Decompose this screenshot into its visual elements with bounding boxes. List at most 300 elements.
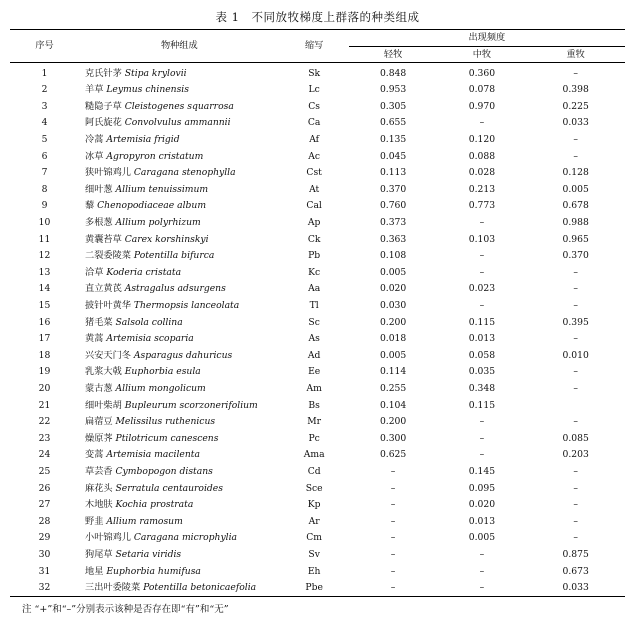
cell-medium: 0.013 xyxy=(468,515,496,527)
cell-medium: 0.088 xyxy=(468,150,496,162)
cell-medium: – xyxy=(479,449,485,461)
table-footnote: 注 “+”和“–”分别表示该种是否存在即“有”和“无” xyxy=(22,604,229,615)
header-frequency-group: 出现频度 xyxy=(349,30,625,47)
species-chinese-name: 黄囊苔草 xyxy=(85,233,122,245)
cell-abbr: As xyxy=(308,333,320,345)
species-latin-name: Allium tenuissimum xyxy=(115,183,209,195)
cell-species xyxy=(79,131,280,148)
species-latin-name: Thermopsis lanceolata xyxy=(133,300,240,311)
species-chinese-name: 冰草 xyxy=(85,150,104,162)
cell-abbr: Ac xyxy=(308,150,321,162)
cell-abbr: Kp xyxy=(307,499,321,511)
table-row xyxy=(10,579,625,596)
species-latin-name: Asparagus dahuricus xyxy=(133,349,233,361)
cell-light: 0.030 xyxy=(379,300,407,311)
cell-species xyxy=(79,413,280,430)
table-row xyxy=(10,82,625,99)
cell-medium: 0.115 xyxy=(468,399,496,411)
cell-heavy: – xyxy=(573,499,578,511)
cell-no: 8 xyxy=(41,183,48,195)
cell-heavy: 0.370 xyxy=(562,250,589,262)
cell-light: 0.018 xyxy=(379,333,407,345)
species-latin-name: Stipa krylovii xyxy=(124,67,187,79)
cell-species xyxy=(79,98,280,115)
cell-no: 4 xyxy=(41,117,48,129)
cell-abbr: Cal xyxy=(306,200,322,212)
cell-light: 0.005 xyxy=(379,349,407,361)
cell-no: 18 xyxy=(38,349,51,361)
table-row xyxy=(10,98,625,115)
cell-heavy xyxy=(526,397,625,414)
species-latin-name: Allium mongolicum xyxy=(115,382,206,394)
cell-light: 0.953 xyxy=(379,84,407,96)
cell-no: 32 xyxy=(38,582,51,594)
species-chinese-name: 燥原荠 xyxy=(85,432,113,444)
cell-heavy: 0.128 xyxy=(562,167,589,179)
cell-heavy: – xyxy=(573,366,578,378)
table-row xyxy=(10,397,625,414)
cell-light: – xyxy=(390,515,396,527)
cell-light: – xyxy=(390,499,396,511)
table-row xyxy=(10,63,625,82)
cell-abbr: Ama xyxy=(303,449,325,461)
species-chinese-name: 二裂委陵菜 xyxy=(85,250,131,262)
cell-abbr: Cm xyxy=(306,532,323,544)
cell-no: 6 xyxy=(41,150,48,162)
cell-species xyxy=(79,397,280,414)
table-row xyxy=(10,546,625,563)
cell-heavy: – xyxy=(573,283,578,295)
cell-abbr: Cst xyxy=(306,167,322,179)
species-chinese-name: 多根葱 xyxy=(85,217,113,229)
species-chinese-name: 木地肤 xyxy=(85,499,113,511)
cell-no: 30 xyxy=(38,548,51,560)
cell-light: 0.200 xyxy=(379,316,407,328)
cell-species xyxy=(79,198,280,215)
cell-medium: – xyxy=(479,416,485,428)
cell-no: 2 xyxy=(41,84,48,96)
species-latin-name: Caragana microphylia xyxy=(133,532,238,544)
species-chinese-name: 狭叶锦鸡儿 xyxy=(85,167,131,179)
cell-no: 1 xyxy=(41,67,48,79)
cell-light: 0.305 xyxy=(379,100,407,112)
cell-abbr: Pc xyxy=(308,432,320,444)
cell-medium: 0.020 xyxy=(468,499,496,511)
cell-heavy: 0.005 xyxy=(562,183,589,195)
cell-medium: – xyxy=(479,117,485,129)
species-latin-name: Artemisia macilenta xyxy=(106,449,200,461)
cell-heavy: – xyxy=(573,532,578,544)
species-latin-name: Ptilotricum canescens xyxy=(115,432,219,444)
cell-heavy: 0.010 xyxy=(562,349,589,361)
cell-medium: 0.120 xyxy=(468,134,496,146)
table-row xyxy=(10,131,625,148)
cell-species xyxy=(79,380,280,397)
cell-medium: – xyxy=(479,582,485,594)
header-no: 序号 xyxy=(10,30,79,63)
cell-heavy: 0.033 xyxy=(562,582,589,594)
cell-species xyxy=(79,148,280,165)
species-chinese-name: 阿氏旋花 xyxy=(85,117,122,129)
table-row xyxy=(10,297,625,314)
cell-light: 0.200 xyxy=(379,416,407,428)
table-number: 表 1 xyxy=(215,10,240,24)
header-abbr: 缩写 xyxy=(280,30,349,63)
cell-species xyxy=(79,513,280,530)
cell-abbr: Bs xyxy=(308,399,320,411)
header-species: 物种组成 xyxy=(79,30,280,63)
table-row xyxy=(10,530,625,547)
cell-no: 9 xyxy=(41,200,48,212)
table-row xyxy=(10,364,625,381)
species-latin-name: Chenopodiaceae album xyxy=(97,200,207,212)
cell-no: 5 xyxy=(41,134,48,146)
cell-light: 0.045 xyxy=(379,150,407,162)
cell-no: 15 xyxy=(38,300,51,311)
cell-abbr: Eh xyxy=(307,565,321,577)
cell-heavy: 0.395 xyxy=(562,316,589,328)
cell-medium: 0.773 xyxy=(468,200,496,212)
cell-no: 29 xyxy=(38,532,51,544)
cell-species xyxy=(79,347,280,364)
cell-heavy: – xyxy=(573,515,578,527)
cell-no: 28 xyxy=(38,515,51,527)
cell-abbr: Ap xyxy=(307,217,321,229)
cell-medium: 0.005 xyxy=(468,532,496,544)
species-chinese-name: 直立黄芪 xyxy=(85,283,122,295)
species-latin-name: Potentilla betonicaefolia xyxy=(143,582,257,594)
table-row xyxy=(10,314,625,331)
cell-no: 27 xyxy=(38,499,51,511)
species-latin-name: Kochia prostrata xyxy=(115,499,194,511)
cell-medium: – xyxy=(479,300,485,311)
species-chinese-name: 蒙古葱 xyxy=(85,382,113,394)
cell-abbr: Ar xyxy=(308,515,320,527)
species-chinese-name: 变蒿 xyxy=(85,449,104,461)
cell-medium: 0.213 xyxy=(468,183,496,195)
cell-heavy: – xyxy=(573,416,578,428)
species-chinese-name: 藜 xyxy=(85,200,95,212)
species-chinese-name: 冷蒿 xyxy=(85,134,104,146)
cell-abbr: Aa xyxy=(308,283,321,295)
cell-medium: 0.095 xyxy=(468,482,496,494)
species-latin-name: Koderia cristata xyxy=(106,266,182,278)
cell-no: 11 xyxy=(38,233,51,245)
cell-heavy: 0.085 xyxy=(562,432,589,444)
cell-no: 7 xyxy=(41,167,48,179)
cell-heavy: 0.965 xyxy=(562,233,589,245)
cell-light: 0.300 xyxy=(379,432,407,444)
cell-species xyxy=(79,447,280,464)
cell-abbr: Lc xyxy=(308,84,320,96)
cell-medium: – xyxy=(479,548,485,560)
cell-light: 0.255 xyxy=(379,382,407,394)
cell-light: 0.848 xyxy=(379,67,407,79)
cell-abbr: Sk xyxy=(308,67,321,79)
table-row xyxy=(10,148,625,165)
cell-species xyxy=(79,281,280,298)
cell-abbr: Sv xyxy=(308,548,320,560)
cell-light: 0.005 xyxy=(379,266,407,278)
cell-no: 17 xyxy=(38,333,51,345)
cell-species xyxy=(79,530,280,547)
cell-abbr: Sc xyxy=(308,316,320,328)
cell-species xyxy=(79,63,280,82)
cell-species xyxy=(79,496,280,513)
table-row xyxy=(10,248,625,265)
cell-heavy: 0.225 xyxy=(562,100,589,112)
cell-abbr: Sce xyxy=(305,482,323,494)
table-row xyxy=(10,181,625,198)
species-chinese-name: 三出叶委陵菜 xyxy=(85,582,141,594)
table-row xyxy=(10,380,625,397)
cell-no: 13 xyxy=(38,266,51,278)
cell-heavy: – xyxy=(573,67,578,79)
cell-species xyxy=(79,480,280,497)
cell-medium: – xyxy=(479,565,485,577)
header-medium: 中牧 xyxy=(438,47,527,63)
species-latin-name: Salsola collina xyxy=(115,316,183,328)
table-row xyxy=(10,264,625,281)
cell-heavy: 0.033 xyxy=(562,117,589,129)
cell-medium: – xyxy=(479,250,485,262)
table-row xyxy=(10,281,625,298)
cell-no: 25 xyxy=(38,465,51,477)
cell-light: 0.760 xyxy=(379,200,407,212)
cell-species xyxy=(79,248,280,265)
cell-light: 0.135 xyxy=(379,134,407,146)
cell-light: – xyxy=(390,582,396,594)
table-row xyxy=(10,198,625,215)
cell-heavy: – xyxy=(573,266,578,278)
species-chinese-name: 麻花头 xyxy=(85,482,113,494)
species-latin-name: Allium polyrhizum xyxy=(115,217,201,229)
species-latin-name: Astragalus adsurgens xyxy=(124,283,226,295)
cell-species xyxy=(79,331,280,348)
species-latin-name: Leymus chinensis xyxy=(106,84,189,96)
cell-no: 10 xyxy=(38,217,51,229)
species-chinese-name: 兴安天门冬 xyxy=(85,349,131,361)
cell-light: 0.373 xyxy=(379,217,407,229)
cell-species xyxy=(79,463,280,480)
cell-light: – xyxy=(390,465,396,477)
cell-medium: – xyxy=(479,266,485,278)
species-chinese-name: 糙隐子草 xyxy=(85,100,122,112)
cell-abbr: Ad xyxy=(307,349,321,361)
cell-heavy: – xyxy=(573,150,578,162)
cell-species xyxy=(79,364,280,381)
cell-heavy: – xyxy=(573,465,578,477)
cell-abbr: Cs xyxy=(308,100,321,112)
cell-species xyxy=(79,181,280,198)
species-latin-name: Euphorbia esula xyxy=(124,366,201,378)
species-composition-table xyxy=(10,29,625,597)
cell-medium: 0.058 xyxy=(468,349,496,361)
table-row xyxy=(10,447,625,464)
cell-light: 0.625 xyxy=(379,449,407,461)
species-latin-name: Euphorbia humifusa xyxy=(106,565,201,577)
species-latin-name: Convolvulus ammannii xyxy=(124,117,231,129)
cell-species xyxy=(79,297,280,314)
cell-abbr: Ca xyxy=(307,117,321,129)
cell-no: 21 xyxy=(38,399,51,411)
cell-species xyxy=(79,563,280,580)
cell-medium: 0.115 xyxy=(468,316,496,328)
header-heavy: 重牧 xyxy=(526,47,625,63)
table-row xyxy=(10,430,625,447)
cell-no: 19 xyxy=(38,366,51,378)
cell-species xyxy=(79,314,280,331)
table-title: 不同放牧梯度上群落的种类组成 xyxy=(251,10,420,24)
table-row xyxy=(10,563,625,580)
cell-species xyxy=(79,231,280,248)
cell-species xyxy=(79,264,280,281)
species-latin-name: Bupleurum scorzonerifolium xyxy=(124,399,258,411)
cell-no: 23 xyxy=(38,432,51,444)
cell-medium: 0.145 xyxy=(468,465,496,477)
species-latin-name: Artemisia scoparia xyxy=(106,333,194,345)
cell-medium: 0.013 xyxy=(468,333,496,345)
cell-medium: 0.023 xyxy=(468,283,496,295)
cell-no: 14 xyxy=(38,283,51,295)
header-light: 轻牧 xyxy=(349,47,438,63)
cell-heavy: – xyxy=(573,382,578,394)
table-row xyxy=(10,463,625,480)
cell-species xyxy=(79,165,280,182)
table-body xyxy=(10,63,625,597)
cell-light: 0.020 xyxy=(379,283,407,295)
cell-heavy: 0.203 xyxy=(562,449,589,461)
cell-medium: – xyxy=(479,432,485,444)
cell-species xyxy=(79,430,280,447)
cell-heavy: 0.875 xyxy=(562,548,589,560)
species-latin-name: Melissilus ruthenicus xyxy=(115,416,216,428)
species-chinese-name: 狗尾草 xyxy=(85,548,113,560)
cell-no: 16 xyxy=(38,316,51,328)
cell-no: 22 xyxy=(38,416,51,428)
cell-heavy: – xyxy=(573,134,578,146)
table-row xyxy=(10,115,625,132)
species-chinese-name: 克氏针茅 xyxy=(85,67,122,79)
cell-medium: 0.360 xyxy=(468,67,496,79)
cell-no: 12 xyxy=(38,250,51,262)
cell-medium: 0.970 xyxy=(468,100,496,112)
species-latin-name: Cymbopogon distans xyxy=(115,465,213,477)
cell-no: 26 xyxy=(38,482,51,494)
cell-light: 0.655 xyxy=(379,117,407,129)
cell-light: 0.363 xyxy=(379,233,407,245)
species-chinese-name: 猪毛菜 xyxy=(85,316,113,328)
cell-heavy: – xyxy=(573,300,578,311)
cell-medium: 0.078 xyxy=(468,84,496,96)
cell-heavy: 0.678 xyxy=(562,200,589,212)
cell-heavy: 0.673 xyxy=(562,565,589,577)
species-latin-name: Serratula centauroides xyxy=(115,482,223,494)
cell-heavy: 0.398 xyxy=(562,84,589,96)
species-latin-name: Agropyron cristatum xyxy=(106,150,204,162)
cell-medium: 0.103 xyxy=(468,233,496,245)
table-row xyxy=(10,513,625,530)
species-latin-name: Setaria viridis xyxy=(115,548,182,560)
table-row xyxy=(10,480,625,497)
cell-species xyxy=(79,546,280,563)
cell-no: 24 xyxy=(38,449,51,461)
cell-light: 0.104 xyxy=(379,399,407,411)
cell-abbr: Am xyxy=(306,382,322,394)
table-row xyxy=(10,413,625,430)
cell-medium: 0.028 xyxy=(468,167,496,179)
cell-species xyxy=(79,579,280,596)
cell-no: 20 xyxy=(38,382,51,394)
cell-abbr: Pbe xyxy=(305,582,323,594)
cell-species xyxy=(79,214,280,231)
cell-no: 31 xyxy=(38,565,51,577)
species-chinese-name: 野韭 xyxy=(85,515,104,527)
species-latin-name: Carex korshinskyi xyxy=(124,233,209,245)
species-chinese-name: 洽草 xyxy=(85,266,104,278)
table-row xyxy=(10,231,625,248)
species-chinese-name: 地星 xyxy=(85,565,104,577)
cell-medium: 0.348 xyxy=(468,382,496,394)
cell-abbr: Ck xyxy=(307,233,321,245)
cell-light: 0.108 xyxy=(379,250,407,262)
table-row xyxy=(10,214,625,231)
species-chinese-name: 草芸香 xyxy=(85,465,113,477)
table-row xyxy=(10,331,625,348)
species-chinese-name: 黄蒿 xyxy=(85,333,104,345)
cell-species xyxy=(79,82,280,99)
cell-light: 0.370 xyxy=(379,183,407,195)
species-chinese-name: 羊草 xyxy=(85,84,104,96)
cell-abbr: Ee xyxy=(308,366,321,378)
species-chinese-name: 乳浆大戟 xyxy=(85,366,122,378)
table-row xyxy=(10,496,625,513)
species-latin-name: Allium ramosum xyxy=(106,515,183,527)
cell-abbr: Tl xyxy=(309,300,319,311)
cell-heavy: 0.988 xyxy=(562,217,589,229)
cell-abbr: Pb xyxy=(308,250,321,262)
cell-medium: – xyxy=(479,217,485,229)
table-row xyxy=(10,347,625,364)
species-latin-name: Artemisia frigid xyxy=(106,134,180,146)
cell-abbr: Af xyxy=(309,134,320,146)
cell-light: – xyxy=(390,532,396,544)
table-row xyxy=(10,165,625,182)
species-latin-name: Cleistogenes squarrosa xyxy=(124,100,234,112)
cell-abbr: Mr xyxy=(307,416,322,428)
cell-light: 0.113 xyxy=(379,167,407,179)
cell-abbr: Kc xyxy=(308,266,321,278)
cell-species xyxy=(79,115,280,132)
cell-abbr: Cd xyxy=(307,465,321,477)
cell-light: – xyxy=(390,482,396,494)
cell-medium: 0.035 xyxy=(468,366,496,378)
cell-light: – xyxy=(390,565,396,577)
species-chinese-name: 小叶锦鸡儿 xyxy=(85,532,131,544)
cell-light: – xyxy=(390,548,396,560)
cell-abbr: At xyxy=(309,183,320,195)
cell-no: 3 xyxy=(41,100,48,112)
species-chinese-name: 扁蓿豆 xyxy=(85,416,113,428)
cell-heavy: – xyxy=(573,482,578,494)
cell-light: 0.114 xyxy=(379,366,407,378)
species-chinese-name: 披针叶黄华 xyxy=(85,300,131,311)
species-latin-name: Caragana stenophylla xyxy=(133,167,236,179)
table-caption xyxy=(0,9,635,25)
cell-heavy: – xyxy=(573,333,578,345)
species-chinese-name: 细叶葱 xyxy=(85,183,113,195)
species-latin-name: Potentilla bifurca xyxy=(133,250,215,262)
